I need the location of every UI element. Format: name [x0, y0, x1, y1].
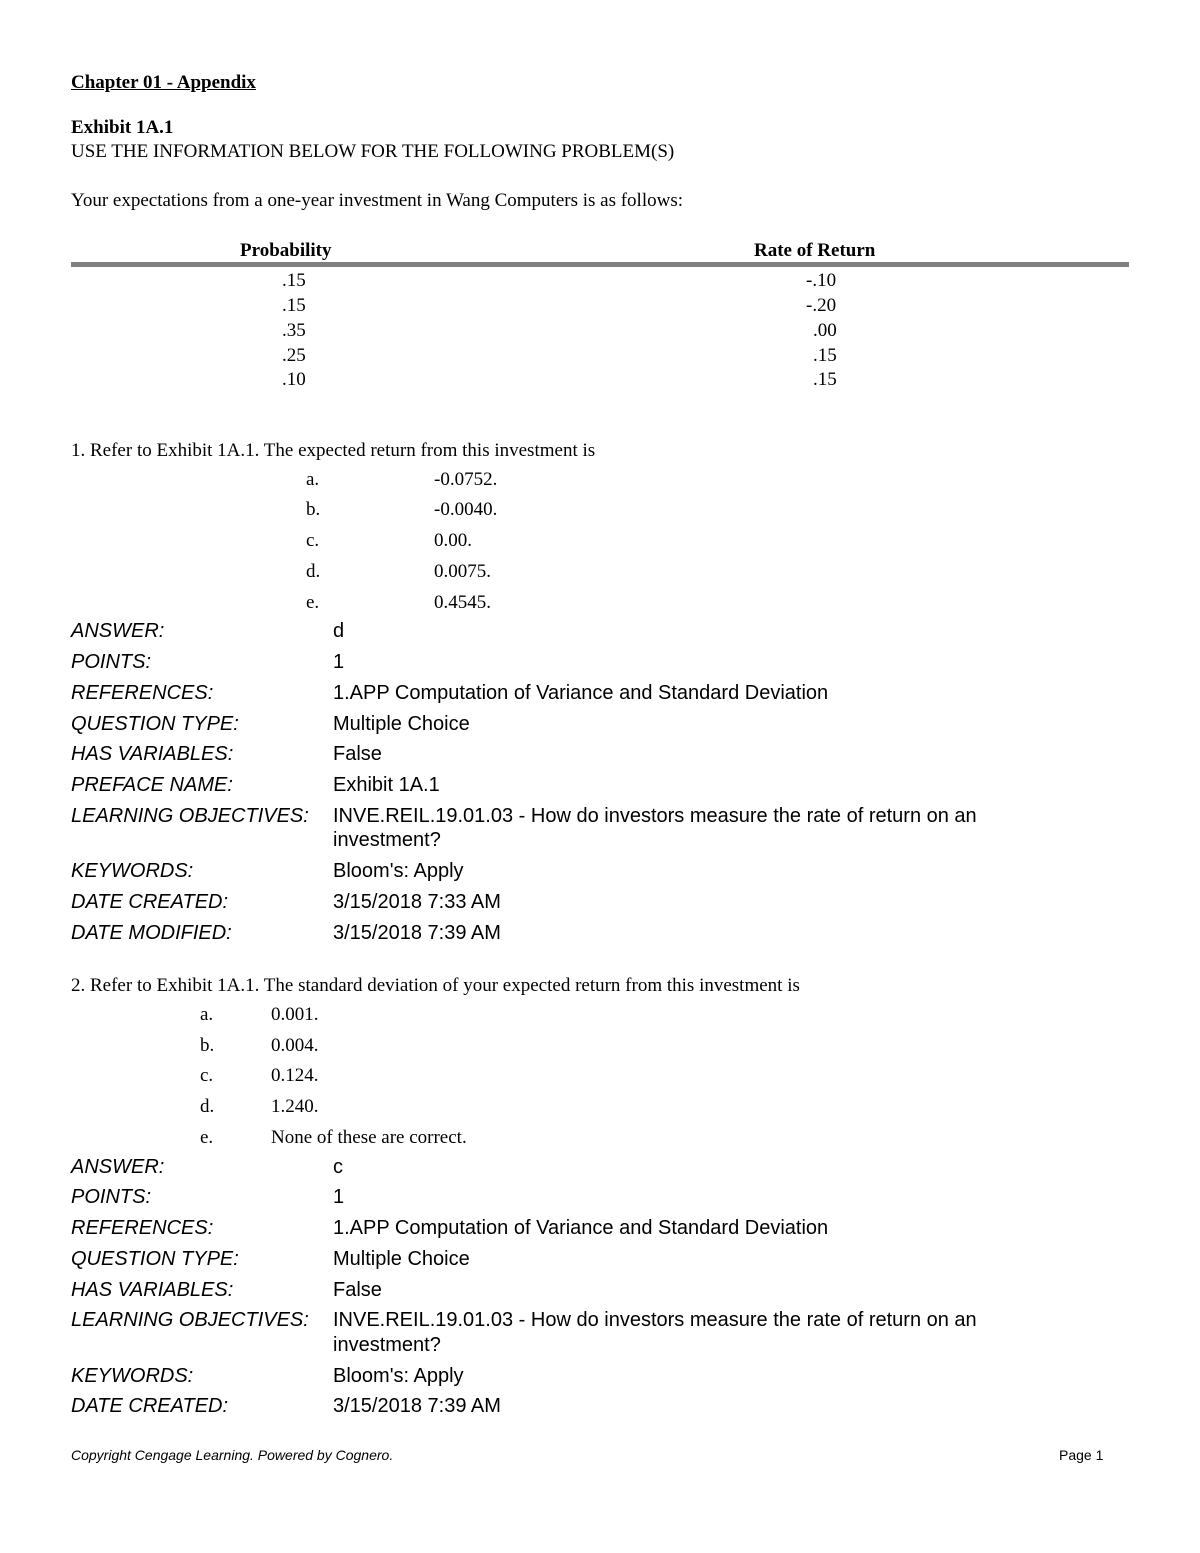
option-text: 0.004.	[271, 1035, 319, 1056]
table-cell-probability: .10	[282, 369, 306, 390]
has-variables-value: False	[333, 1279, 382, 1301]
option-letter: e.	[200, 1127, 214, 1148]
option-letter: b.	[200, 1035, 215, 1056]
exhibit-intro: Your expectations from a one-year investment in Wang Computers is as follows:	[71, 190, 683, 211]
points-label: POINTS:	[71, 651, 152, 673]
table-header-rate-of-return: Rate of Return	[754, 240, 876, 261]
has-variables-label: HAS VARIABLES:	[71, 1279, 234, 1301]
learning-objectives-label: LEARNING OBJECTIVES:	[71, 1309, 309, 1331]
table-cell-return: -.20	[806, 295, 837, 316]
keywords-label: KEYWORDS:	[71, 1365, 194, 1387]
learning-objectives-value-cont: investment?	[333, 1334, 441, 1356]
has-variables-value: False	[333, 743, 382, 765]
date-modified-value: 3/15/2018 7:39 AM	[333, 922, 501, 944]
option-letter: d.	[306, 561, 321, 582]
option-letter: d.	[200, 1096, 215, 1117]
option-text: None of these are correct.	[271, 1127, 467, 1148]
references-label: REFERENCES:	[71, 682, 214, 704]
table-cell-probability: .35	[282, 320, 306, 341]
references-value: 1.APP Computation of Variance and Standard Deviation	[333, 1217, 829, 1239]
has-variables-label: HAS VARIABLES:	[71, 743, 234, 765]
points-value: 1	[333, 651, 345, 673]
question-type-label: QUESTION TYPE:	[71, 713, 239, 735]
question-stem: 1. Refer to Exhibit 1A.1. The expected return from this investment is	[71, 440, 596, 461]
answer-value: d	[333, 620, 345, 642]
table-cell-return: .00	[813, 320, 837, 341]
question-type-value: Multiple Choice	[333, 1248, 470, 1270]
keywords-value: Bloom's: Apply	[333, 1365, 464, 1387]
learning-objectives-value-cont: investment?	[333, 829, 441, 851]
option-text: 1.240.	[271, 1096, 319, 1117]
table-cell-probability: .15	[282, 295, 306, 316]
answer-label: ANSWER:	[71, 620, 165, 642]
option-text: -0.0040.	[434, 499, 498, 520]
option-letter: c.	[306, 530, 320, 551]
table-header-probability: Probability	[240, 240, 332, 261]
date-created-label: DATE CREATED:	[71, 1395, 229, 1417]
learning-objectives-value: INVE.REIL.19.01.03 - How do investors measure the rate of return on an	[333, 1309, 977, 1331]
table-cell-probability: .15	[282, 270, 306, 291]
answer-value: c	[333, 1156, 343, 1178]
question-stem: 2. Refer to Exhibit 1A.1. The standard deviation of your expected return from this investment is	[71, 975, 800, 996]
points-value: 1	[333, 1186, 345, 1208]
date-created-value: 3/15/2018 7:33 AM	[333, 891, 501, 913]
option-letter: b.	[306, 499, 321, 520]
learning-objectives-label: LEARNING OBJECTIVES:	[71, 805, 309, 827]
points-label: POINTS:	[71, 1186, 152, 1208]
preface-name-value: Exhibit 1A.1	[333, 774, 440, 796]
references-value: 1.APP Computation of Variance and Standard Deviation	[333, 682, 829, 704]
exhibit-instruction: USE THE INFORMATION BELOW FOR THE FOLLOWING PROBLEM(S)	[71, 141, 675, 162]
date-created-value: 3/15/2018 7:39 AM	[333, 1395, 501, 1417]
question-type-value: Multiple Choice	[333, 713, 470, 735]
table-header-rule	[71, 262, 1129, 267]
footer-copyright: Copyright Cengage Learning. Powered by Cognero.	[71, 1447, 394, 1463]
keywords-value: Bloom's: Apply	[333, 860, 464, 882]
table-cell-return: .15	[813, 369, 837, 390]
date-created-label: DATE CREATED:	[71, 891, 229, 913]
option-text: 0.4545.	[434, 592, 491, 613]
option-text: 0.0075.	[434, 561, 491, 582]
footer-page-number: Page 1	[1059, 1447, 1104, 1463]
table-cell-return: -.10	[806, 270, 837, 291]
option-letter: a.	[200, 1004, 214, 1025]
learning-objectives-value: INVE.REIL.19.01.03 - How do investors measure the rate of return on an	[333, 805, 977, 827]
references-label: REFERENCES:	[71, 1217, 214, 1239]
exhibit-title: Exhibit 1A.1	[71, 117, 174, 138]
date-modified-label: DATE MODIFIED:	[71, 922, 232, 944]
option-letter: c.	[200, 1065, 214, 1086]
option-text: 0.00.	[434, 530, 472, 551]
option-text: 0.124.	[271, 1065, 319, 1086]
question-type-label: QUESTION TYPE:	[71, 1248, 239, 1270]
keywords-label: KEYWORDS:	[71, 860, 194, 882]
answer-label: ANSWER:	[71, 1156, 165, 1178]
option-text: 0.001.	[271, 1004, 319, 1025]
table-cell-probability: .25	[282, 345, 306, 366]
option-text: -0.0752.	[434, 469, 498, 490]
table-cell-return: .15	[813, 345, 837, 366]
preface-name-label: PREFACE NAME:	[71, 774, 233, 796]
chapter-title: Chapter 01 - Appendix	[71, 72, 256, 93]
option-letter: a.	[306, 469, 320, 490]
option-letter: e.	[306, 592, 320, 613]
